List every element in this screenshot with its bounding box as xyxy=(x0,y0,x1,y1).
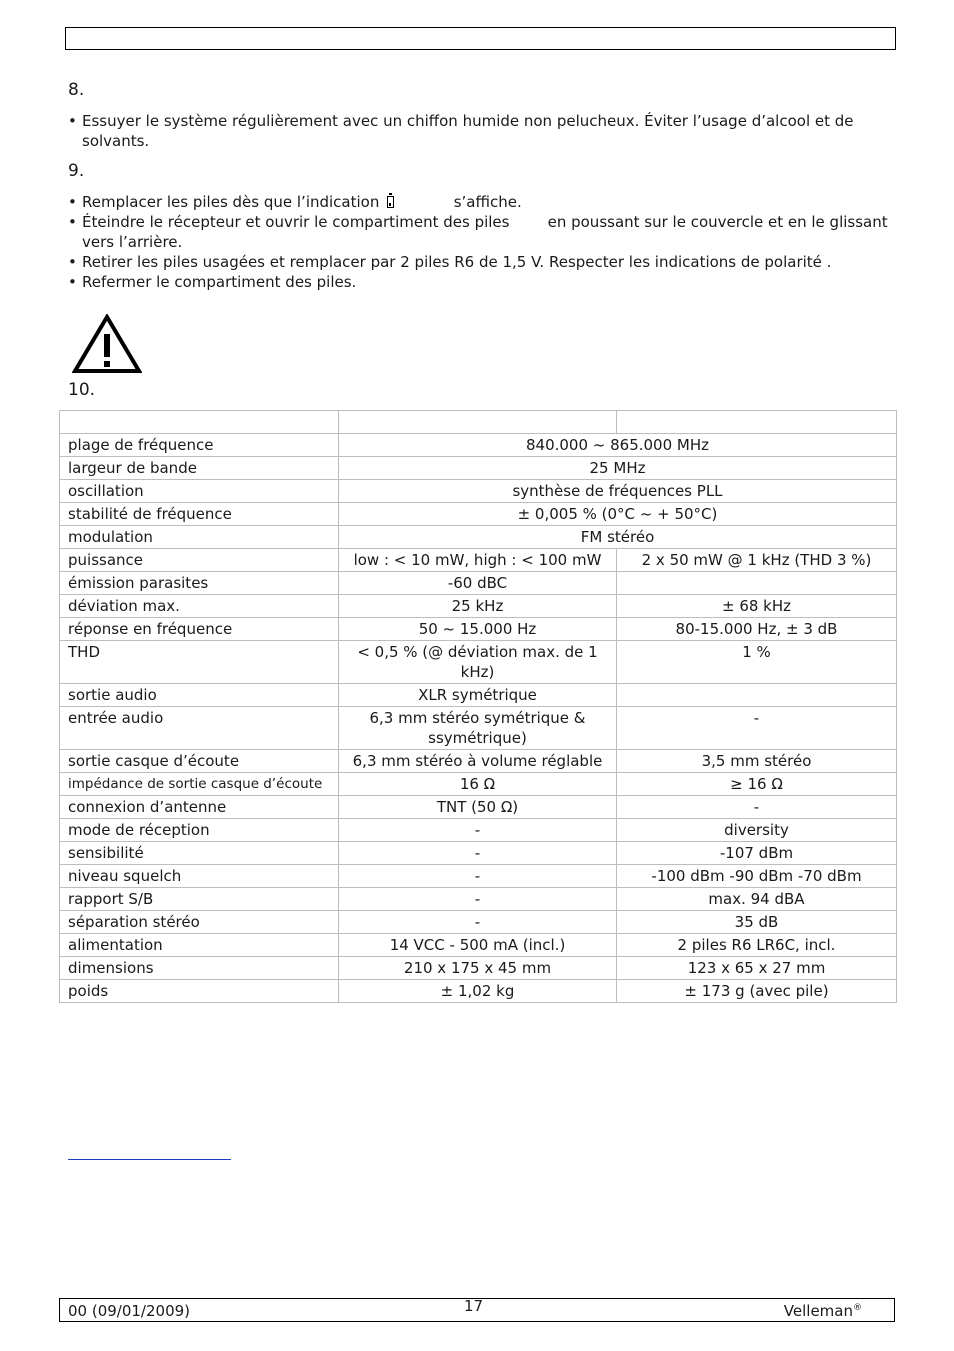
table-cell: 840.000 ~ 865.000 MHz xyxy=(339,434,897,457)
table-cell xyxy=(617,572,897,595)
table-cell: 3,5 mm stéréo xyxy=(617,750,897,773)
table-row xyxy=(60,707,897,750)
table-cell: 80-15.000 Hz, ± 3 dB xyxy=(617,618,897,641)
list-item: • Retirer les piles usagées et remplacer par 2 piles R6 de 1,5 V. Respecter les indications de polarité . xyxy=(66,252,891,272)
table-cell: low : < 10 mW, high : < 100 mW xyxy=(339,549,617,572)
table-cell: < 0,5 % (@ déviation max. de 1 kHz) xyxy=(339,641,617,684)
table-cell: -100 dBm -90 dBm -70 dBm xyxy=(617,865,897,888)
table-cell: -107 dBm xyxy=(617,842,897,865)
table-row xyxy=(60,480,897,503)
list-item xyxy=(66,192,891,212)
table-row xyxy=(60,434,897,457)
table-row xyxy=(60,457,897,480)
table-cell: niveau squelch xyxy=(60,865,339,888)
table-row xyxy=(60,549,897,572)
table-cell: alimentation xyxy=(60,934,339,957)
table-cell: largeur de bande xyxy=(60,457,339,480)
list-item: • Essuyer le système régulièrement avec un chiffon humide non pelucheux. Éviter l’usage d’alcool et de solvants. xyxy=(66,111,891,151)
table-row xyxy=(60,618,897,641)
table-cell: dimensions xyxy=(60,957,339,980)
table-cell: 14 VCC - 500 mA (incl.) xyxy=(339,934,617,957)
table-cell: THD xyxy=(60,641,339,684)
table-cell: 210 x 175 x 45 mm xyxy=(339,957,617,980)
table-cell: 1 % xyxy=(617,641,897,684)
table-cell: - xyxy=(339,888,617,911)
table-header-cell xyxy=(617,411,897,434)
table-cell: -60 dBC xyxy=(339,572,617,595)
table-row xyxy=(60,503,897,526)
table-cell: 35 dB xyxy=(617,911,897,934)
footer-brand xyxy=(784,1302,862,1320)
table-cell: déviation max. xyxy=(60,595,339,618)
table-cell: modulation xyxy=(60,526,339,549)
table-cell: ± 1,02 kg xyxy=(339,980,617,1003)
table-cell: FM stéréo xyxy=(339,526,897,549)
table-cell: - xyxy=(339,865,617,888)
table-cell: sensibilité xyxy=(60,842,339,865)
table-cell: puissance xyxy=(60,549,339,572)
table-row xyxy=(60,865,897,888)
table-cell: ± 68 kHz xyxy=(617,595,897,618)
table-cell: - xyxy=(617,796,897,819)
footer-brand-name: Velleman xyxy=(783,1302,853,1320)
warning-triangle-icon xyxy=(72,314,142,374)
table-cell: XLR symétrique xyxy=(339,684,617,707)
table-cell: réponse en fréquence xyxy=(60,618,339,641)
table-cell: ± 173 g (avec pile) xyxy=(617,980,897,1003)
table-cell: 2 piles R6 LR6C, incl. xyxy=(617,934,897,957)
table-header-cell xyxy=(339,411,617,434)
table-row xyxy=(60,526,897,549)
table-row xyxy=(60,572,897,595)
table-row xyxy=(60,842,897,865)
section-9-list xyxy=(66,192,891,292)
table-cell: ≥ 16 Ω xyxy=(617,773,897,796)
table-cell: sortie audio xyxy=(60,684,339,707)
list-item: • Refermer le compartiment des piles. xyxy=(66,272,891,292)
page-footer xyxy=(59,1298,895,1322)
table-cell: 6,3 mm stéréo à volume réglable xyxy=(339,750,617,773)
table-cell: diversity xyxy=(617,819,897,842)
table-cell: mode de réception xyxy=(60,819,339,842)
table-cell: oscillation xyxy=(60,480,339,503)
table-cell: sortie casque d’écoute xyxy=(60,750,339,773)
table-row xyxy=(60,911,897,934)
table-cell: - xyxy=(617,707,897,750)
table-cell: max. 94 dBA xyxy=(617,888,897,911)
table-row xyxy=(60,750,897,773)
section-8-list xyxy=(66,111,891,151)
section-9-number: 9. xyxy=(68,161,85,181)
table-header-cell xyxy=(60,411,339,434)
table-cell: - xyxy=(339,842,617,865)
table-cell: 25 MHz xyxy=(339,457,897,480)
table-row xyxy=(60,980,897,1003)
section-10-number: 10. xyxy=(68,380,96,400)
table-row xyxy=(60,773,897,796)
table-cell: séparation stéréo xyxy=(60,911,339,934)
table-cell: impédance de sortie casque d’écoute xyxy=(60,773,339,796)
table-header-row xyxy=(60,411,897,434)
table-row xyxy=(60,934,897,957)
bullet-text-before: Remplacer les piles dès que l’indication xyxy=(82,193,380,211)
list-item: • Éteindre le récepteur et ouvrir le compartiment des piles en poussant sur le couvercle et en le glissant vers l’arrière. xyxy=(66,212,891,252)
table-cell: rapport S/B xyxy=(60,888,339,911)
registered-mark: ® xyxy=(853,1303,862,1313)
table-cell: 2 x 50 mW @ 1 kHz (THD 3 %) xyxy=(617,549,897,572)
footer-page-number: 17 xyxy=(464,1297,484,1315)
battery-low-icon xyxy=(387,196,394,208)
table-cell: connexion d’antenne xyxy=(60,796,339,819)
table-cell: synthèse de fréquences PLL xyxy=(339,480,897,503)
specifications-table xyxy=(59,410,897,1003)
page-header-box xyxy=(65,27,896,50)
table-row xyxy=(60,641,897,684)
table-cell: entrée audio xyxy=(60,707,339,750)
table-row xyxy=(60,819,897,842)
table-cell: 16 Ω xyxy=(339,773,617,796)
table-cell: - xyxy=(339,819,617,842)
table-cell: stabilité de fréquence xyxy=(60,503,339,526)
table-row xyxy=(60,957,897,980)
specifications-table-body xyxy=(60,411,897,1003)
table-cell: émission parasites xyxy=(60,572,339,595)
table-cell xyxy=(617,684,897,707)
footer-version: 00 (09/01/2009) xyxy=(68,1302,191,1320)
table-cell: TNT (50 Ω) xyxy=(339,796,617,819)
table-row xyxy=(60,888,897,911)
table-cell: 6,3 mm stéréo symétrique & ssymétrique) xyxy=(339,707,617,750)
table-cell: 123 x 65 x 27 mm xyxy=(617,957,897,980)
link-underline[interactable] xyxy=(68,1159,231,1160)
table-cell: 50 ~ 15.000 Hz xyxy=(339,618,617,641)
table-cell: - xyxy=(339,911,617,934)
table-cell: plage de fréquence xyxy=(60,434,339,457)
table-row xyxy=(60,684,897,707)
table-row xyxy=(60,595,897,618)
table-cell: poids xyxy=(60,980,339,1003)
bullet-text-after: s’affiche. xyxy=(453,193,522,211)
table-cell: ± 0,005 % (0°C ~ + 50°C) xyxy=(339,503,897,526)
table-cell: 25 kHz xyxy=(339,595,617,618)
section-8-number: 8. xyxy=(68,80,85,100)
table-row xyxy=(60,796,897,819)
